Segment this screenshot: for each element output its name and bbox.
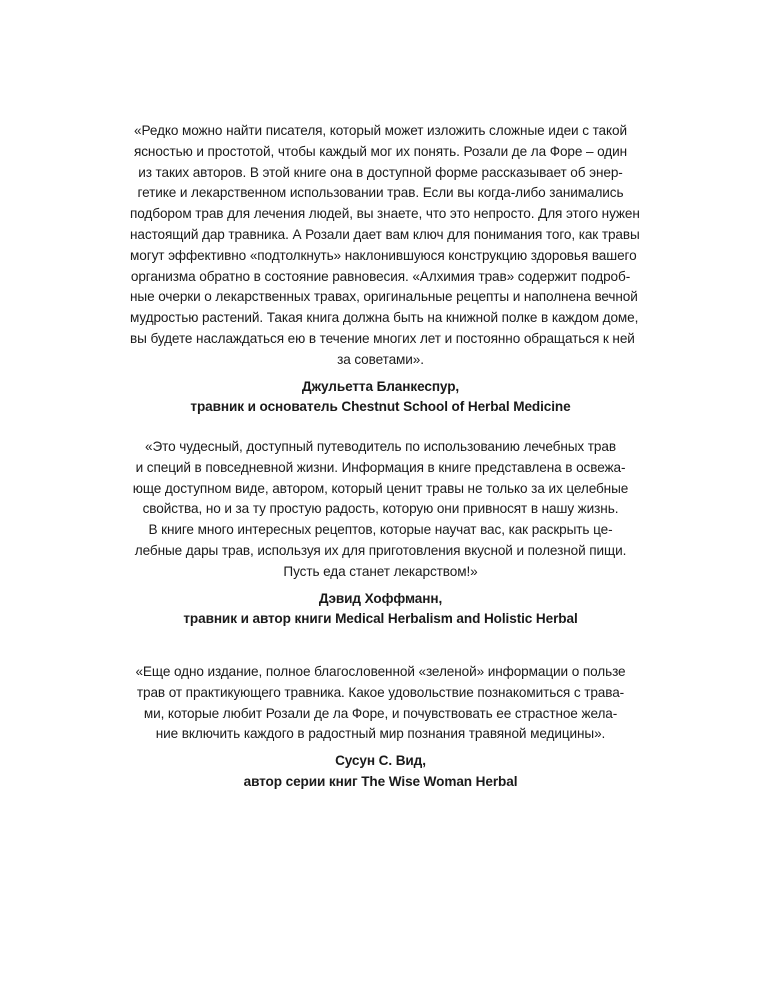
quote-line: организма обратно в состояние равновесия. «Алхимия трав» содержит подроб- [130,268,631,284]
quote-line: «Еще одно издание, полное благословенной «зеленой» информации о пользе [135,664,626,679]
quote-line: юще доступном виде, автором, который ценит травы не только за их целебные [132,480,629,496]
testimonial-quote [130,437,631,583]
quote-line: за советами». [337,351,424,367]
quote-line: В книге много интересных рецептов, которые научат вас, как раскрыть це- [148,522,613,538]
author-role: травник и основатель Chestnut School of Herbal Medicine [190,399,571,415]
author-role: автор серии книг The Wise Woman Herbal [243,773,518,789]
quote-line: свойства, но и за ту простую радость, которую они привносят в нашу жизнь. [142,501,619,517]
quote-line: гетике и лекарственном использовании трав. Если вы когда-либо занимались [137,185,624,201]
quote-line: и специй в повседневной жизни. Информация в книге представлена в освежа- [135,459,626,475]
quote-line: ные очерки о лекарственных травах, оригинальные рецепты и наполнена вечной [130,289,638,305]
author-name: Сусун С. Вид, [335,753,426,769]
quote-line: Пусть еда станет лекарством!» [283,563,478,579]
quote-line: могут эффективно «подтолкнуть» наклонившуюся конструкцию здоровья вашего [130,247,637,263]
quote-line: ясностью и простотой, чтобы каждый мог их понять. Розали де ла Форе – один [133,143,628,159]
testimonial [130,437,631,630]
quote-line: ми, которые любит Розали де ла Форе, и почувствовать ее страстное жела- [143,705,618,721]
quote-line: подбором трав для лечения людей, вы знаете, что это непросто. Для этого нужен [130,206,640,222]
quote-line: «Редко можно найти писателя, который может изложить сложные идеи с такой [134,123,627,138]
quote-line: ние включить каждого в радостный мир познания травяной медицины». [155,726,606,742]
quote-line: трав от практикующего травника. Какое удовольствие познакомиться с трава- [136,684,625,700]
quote-line: настоящий дар травника. А Розали дает вам ключ для понимания того, как травы [130,226,640,242]
quote-line: мудростью растений. Такая книга должна быть на книжной полке в каждом доме, [130,310,639,326]
quote-line: из таких авторов. В этой книге она в доступной форме рассказывает об энер- [138,164,623,180]
testimonial-attribution [130,751,631,792]
author-name: Джульетта Бланкеспур, [301,378,460,394]
quote-line: «Это чудесный, доступный путеводитель по использованию лечебных трав [145,439,616,454]
testimonial-attribution [130,589,631,630]
testimonial-attribution [130,377,631,418]
author-role: травник и автор книги Medical Herbalism and Holistic Herbal [183,611,578,627]
testimonial [130,121,640,418]
quote-line: вы будете наслаждаться ею в течение многих лет и постоянно обращаться к ней [130,330,635,346]
author-name: Дэвид Хоффманн, [318,590,443,606]
quote-line: лебные дары трав, используя их для приготовления вкусной и полезной пищи. [134,542,627,558]
testimonial [130,662,631,792]
testimonial-quote [130,662,631,745]
testimonial-quote [130,121,640,371]
